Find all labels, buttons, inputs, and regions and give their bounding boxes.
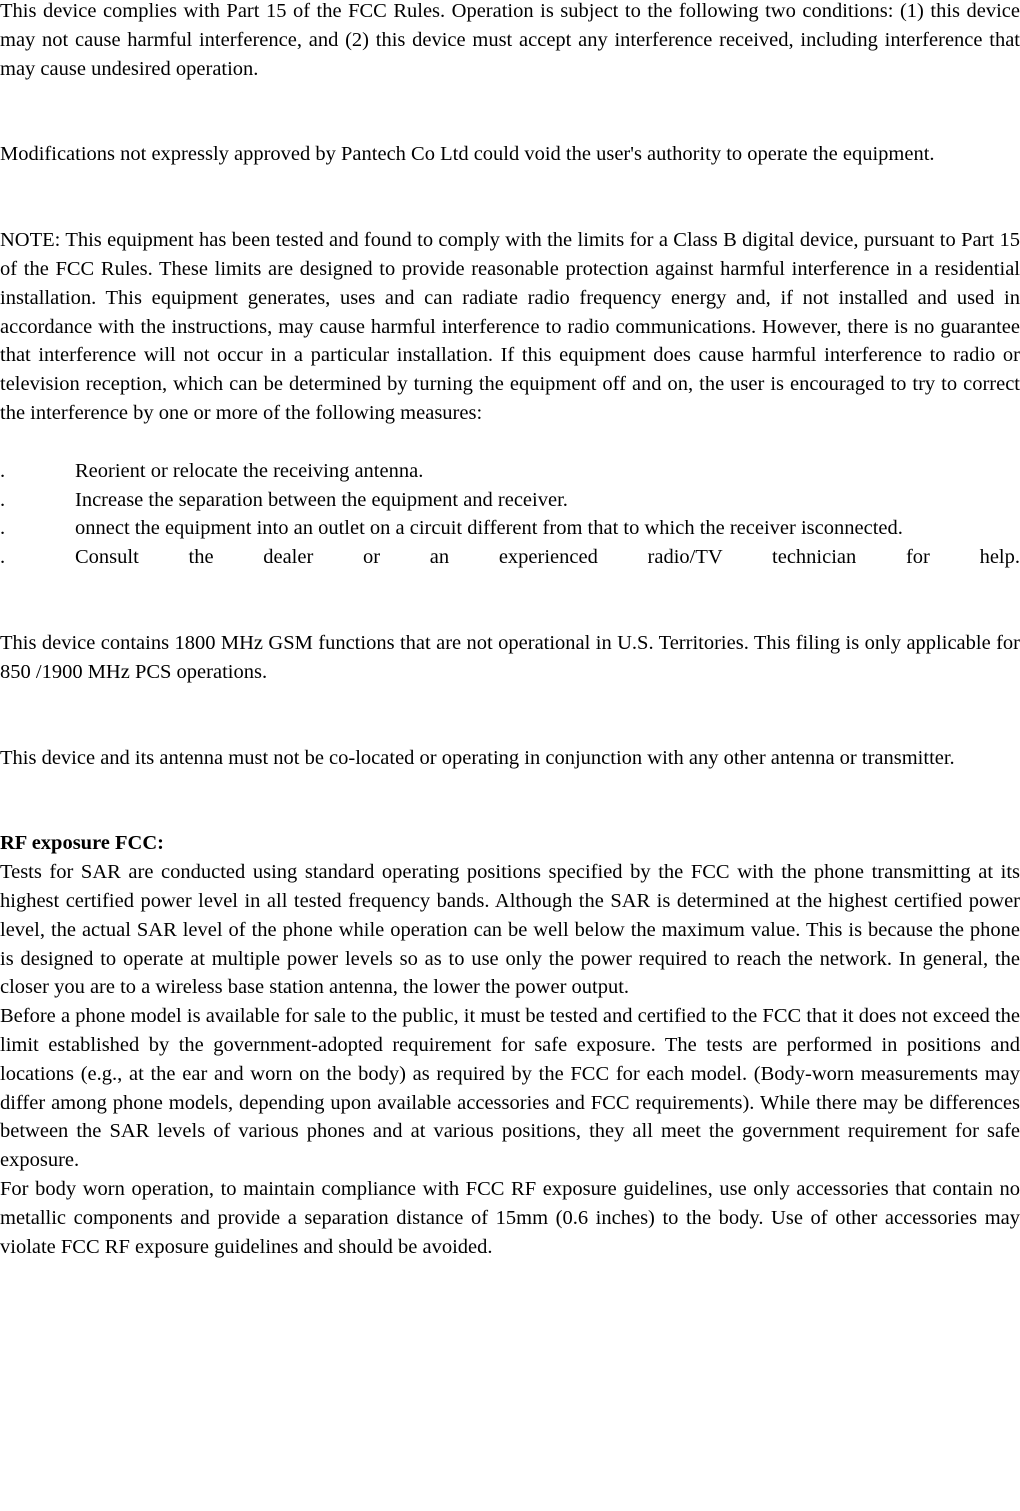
spacer [0, 687, 1020, 744]
list-item [0, 514, 1020, 543]
rf-exposure-paragraph: For body worn operation, to maintain compliance with FCC RF exposure guidelines, use only accessories that contain no metallic components and provide a separation distance of 15mm (0.6 inches) to the body. Use of other accessories may violate FCC RF exposure guidelines and should be avoided. [0, 1177, 1020, 1258]
class-b-note: NOTE: This equipment has been tested and found to comply with the limits for a Class B digital device, pursuant to Part 15 of the FCC Rules. These limits are designed to provide reasonable protection against harmful interference in a residential installation. This equipment generates, uses and can radiate radio frequency energy and, if not installed and used in accordance with the instructions, may cause harmful interference to radio communications. However, there is no guarantee that interference will not occur in a particular installation. If this equipment does cause harmful interference to radio or television reception, which can be determined by turning the equipment off and on, the user is encouraged to try to correct the interference by one or more of the following measures: [0, 229, 1020, 424]
spacer [0, 428, 1020, 457]
list-item [0, 457, 1020, 486]
list-item-text: Consult the dealer or an experienced radio/TV technician for help. [75, 546, 1020, 569]
rf-exposure-paragraph: Tests for SAR are conducted using standard operating positions specified by the FCC with the phone transmitting at its highest certified power level in all tested frequency bands. Although the SAR is determined at the highest certified power level, the actual SAR level of the phone while operation can be well below the maximum value. This is because the phone is designed to operate at multiple power levels so as to use only the power required to reach the network. In general, the closer you are to a wireless base station antenna, the lower the power output. [0, 861, 1020, 999]
list-item-text: Reorient or relocate the receiving antenna. [75, 459, 424, 482]
colocation-statement: This device and its antenna must not be co-located or operating in conjunction with any other antenna or transmitter. [0, 746, 955, 769]
bullet-mark: . [0, 459, 6, 482]
bullet-mark: . [0, 546, 6, 569]
part15-statement: This device complies with Part 15 of the FCC Rules. Operation is subject to the following two conditions: (1) this device may not cause harmful interference, and (2) this device must accept any interference received, including interference that may cause undesired operation. [0, 0, 1020, 80]
bullet-mark: . [0, 488, 6, 511]
spacer [0, 169, 1020, 226]
list-item-text: Increase the separation between the equipment and receiver. [75, 488, 568, 511]
modifications-statement: Modifications not expressly approved by Pantech Co Ltd could void the user's authority to operate the equipment. [0, 143, 935, 166]
gsm-statement: This device contains 1800 MHz GSM functions that are not operational in U.S. Territories. This filing is only applicable for 850 /1900 MHz PCS operations. [0, 631, 1020, 683]
spacer [0, 772, 1020, 829]
list-item [0, 486, 1020, 515]
spacer [0, 83, 1020, 140]
interference-measures-list [0, 457, 1020, 572]
spacer [0, 572, 1020, 629]
rf-exposure-heading: RF exposure FCC: [0, 832, 164, 855]
rf-exposure-paragraph: Before a phone model is available for sale to the public, it must be tested and certified to the FCC that it does not exceed the limit established by the government-adopted requirement for safe exposure. The tests are performed in positions and locations (e.g., at the ear and worn on the body) as required by the FCC for each model. (Body-worn measurements may differ among phone models, depending upon available accessories and FCC requirements). While there may be differences between the SAR levels of various phones and at various positions, they all meet the government requirement for safe exposure. [0, 1005, 1020, 1172]
list-item-text: onnect the equipment into an outlet on a circuit different from that to which the receiver isconnected. [75, 517, 903, 540]
list-item [0, 543, 1020, 572]
bullet-mark: . [0, 517, 6, 540]
